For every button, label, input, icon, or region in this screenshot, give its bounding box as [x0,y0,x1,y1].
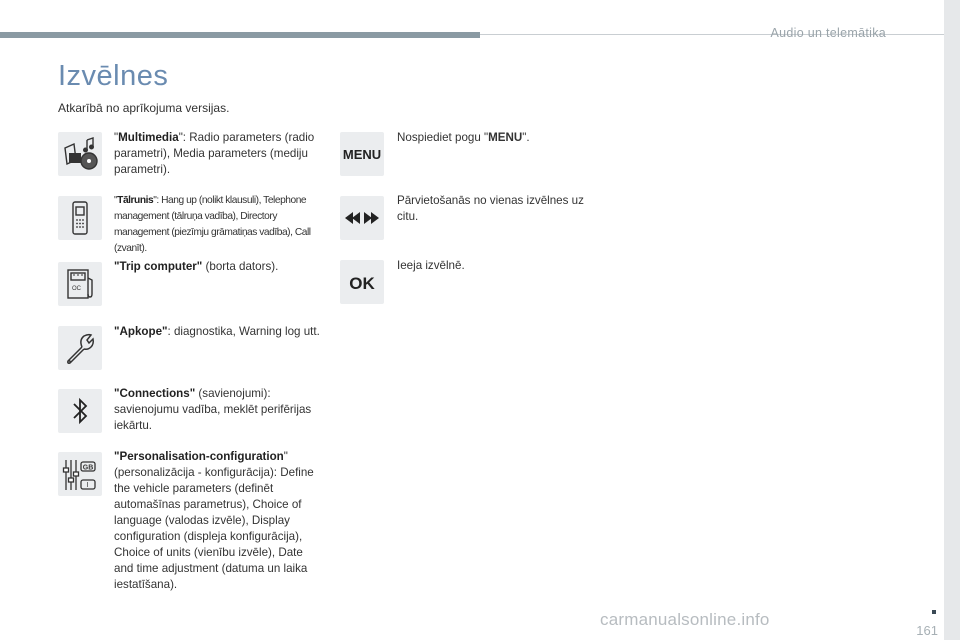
navigate-arrows-icon [340,196,384,240]
page-title: Izvēlnes [58,60,169,92]
top-rule [0,32,480,38]
ok-description: Ieeja izvēlnē. [397,259,465,272]
right-edge-strip [944,0,960,640]
section-header: Audio un telemātika [770,26,886,40]
watermark: carmanualsonline.info [600,610,770,629]
language-badge-text: GB [82,464,94,472]
menu-multimedia-description: "Multimedia": Radio parameters (radio parametri), Media parameters (mediju parametri). [114,131,315,176]
personalisation-icon [58,452,102,496]
menu-key-label: MENU [342,147,382,162]
ok-key-label: OK [349,274,375,293]
units-badge-text: I [86,482,89,489]
menu-telephone-label: Tālrunis [117,195,154,206]
menu-multimedia-label: Multimedia [118,131,179,144]
page-number: 161 [916,623,938,638]
page-subtitle: Atkarībā no aprīkojuma versijas. [58,101,230,115]
navigate-description: Pārvietošanās no vienas izvēlnes uz citu. [397,194,584,223]
svg-text:OC: OC [72,286,81,292]
menu-trip-computer-description: "Trip computer" (borta dators). [114,260,279,273]
ok-button-icon [340,260,384,304]
menu-connections-description: "Connections" (savienojumi): savienojumu vadība, meklēt perifērijas iekārtu. [114,387,312,432]
menu-button-description: Nospiediet pogu "MENU". [397,131,530,144]
wrench-icon [58,326,102,370]
menu-maintenance-label: "Apkope" [114,325,168,338]
menu-telephone-description: "Tālrunis": Hang up (nolikt klausuli), Telephone management (tālruņa vadība), Directory management (piezīmju grāmatiņas vadība), Call (zvanīt). [114,195,311,254]
multimedia-icon [58,132,102,176]
trip-computer-icon [58,262,102,306]
menu-maintenance-description: "Apkope": diagnostika, Warning log utt. [114,325,320,338]
telephone-icon [58,196,102,240]
menu-personalisation-description: "Personalisation-configuration" (personalizācija - konfigurācija): Define the vehicle parameters (definēt automašīnas parametrus), Choice of language (valodas izvēle), Display configuration (displeja konfigurācija), Choice of units (vienību izvēle), Date and time adjustment (datuma un laika iestatīšana). [114,450,314,591]
bluetooth-icon [58,389,102,433]
menu-button-icon [340,132,384,176]
menu-connections-label: "Connections" [114,387,196,400]
menu-trip-computer-label: "Trip computer" [114,260,203,273]
menu-personalisation-label: "Personalisation-configuration [114,450,284,463]
page-marker-dot [932,610,936,614]
menu-button-label: MENU [488,131,523,144]
